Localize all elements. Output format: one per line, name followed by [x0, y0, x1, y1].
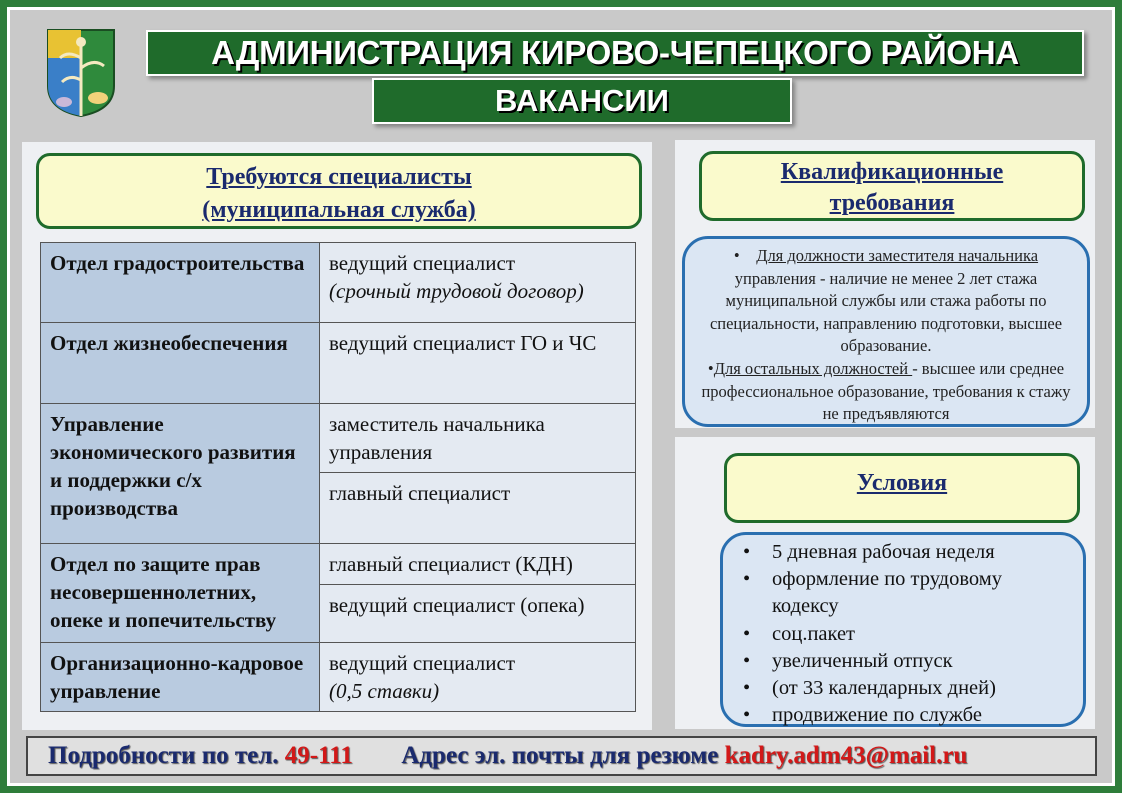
position-title: ведущий специалист — [329, 251, 515, 275]
district-coat-of-arms-icon — [44, 28, 118, 118]
position-cell: ведущий специалист ГО и ЧС — [320, 323, 636, 404]
position-note: (0,5 ставки) — [329, 679, 440, 703]
list-item: • (от 33 календарных дней) — [735, 675, 1073, 702]
position-cell — [320, 643, 636, 712]
position-cell: заместитель начальника управления — [320, 404, 636, 473]
table-row — [41, 323, 636, 404]
email-link[interactable]: kadry.adm43@mail.ru — [724, 742, 968, 769]
qualifications-heading-line2: требования — [829, 190, 955, 216]
position-cell: главный специалист — [320, 473, 636, 544]
bullet-icon: • — [707, 358, 714, 378]
conditions-box — [720, 532, 1086, 727]
table-row — [41, 404, 636, 473]
department-cell: Организационно-кадровое управление — [41, 643, 320, 712]
department-cell: Отдел градостроительства — [41, 243, 320, 323]
list-item: • увеличенный отпуск — [735, 648, 1073, 675]
qualifications-heading-line1: Квалификационные — [780, 159, 1004, 185]
specialists-heading — [36, 153, 642, 229]
contact-footer — [26, 736, 1097, 776]
qualification-item-text: управления - наличие не менее 2 лет стажа муниципальной службы или стажа работы по специальности, направлению подготовки, высшее образование. — [709, 268, 1063, 356]
qualifications-heading — [699, 151, 1085, 221]
table-row — [41, 544, 636, 585]
email-label: Адрес эл. почты для резюме — [401, 742, 719, 769]
list-item: • соц.пакет — [735, 621, 1073, 648]
list-item: • 5 дневная рабочая неделя — [735, 539, 1073, 566]
vacancies-table — [40, 242, 636, 712]
conditions-heading: Условия — [724, 453, 1080, 523]
specialists-heading-line1: Требуются специалисты — [206, 164, 472, 190]
page-subtitle: ВАКАНСИИ — [372, 78, 792, 124]
list-item: • продвижение по службе — [735, 702, 1073, 729]
phone-label: Подробности по тел. — [48, 742, 279, 769]
position-cell — [320, 243, 636, 323]
department-cell: Отдел по защите прав несовершеннолетних, опеке и попечительству — [41, 544, 320, 643]
specialists-heading-line2: (муниципальная служба) — [202, 197, 476, 223]
table-row — [41, 243, 636, 323]
phone-number[interactable]: 49-111 — [284, 742, 353, 769]
table-row — [41, 643, 636, 712]
position-note: (срочный трудовой договор) — [329, 279, 584, 303]
qualification-item-text: - высшее или среднее профессиональное образование, требования к стажу не предъявляются — [701, 358, 1071, 424]
qualification-item-label: Для должности заместителя начальника — [756, 246, 1039, 265]
qualification-item-label: Для остальных должностей — [713, 358, 913, 378]
position-title: ведущий специалист — [329, 651, 515, 675]
conditions-list — [735, 539, 1073, 729]
list-item: • оформление по трудовому кодексу — [735, 566, 1073, 620]
position-cell: ведущий специалист (опека) — [320, 585, 636, 643]
department-cell: Управление экономического развития и поддержки с/х производства — [41, 404, 320, 544]
qualifications-box — [682, 236, 1090, 427]
position-cell: главный специалист (КДН) — [320, 544, 636, 585]
department-cell: Отдел жизнеобеспечения — [41, 323, 320, 404]
page-title: АДМИНИСТРАЦИЯ КИРОВО-ЧЕПЕЦКОГО РАЙОНА — [146, 30, 1084, 76]
bullet-icon: • — [733, 246, 757, 265]
